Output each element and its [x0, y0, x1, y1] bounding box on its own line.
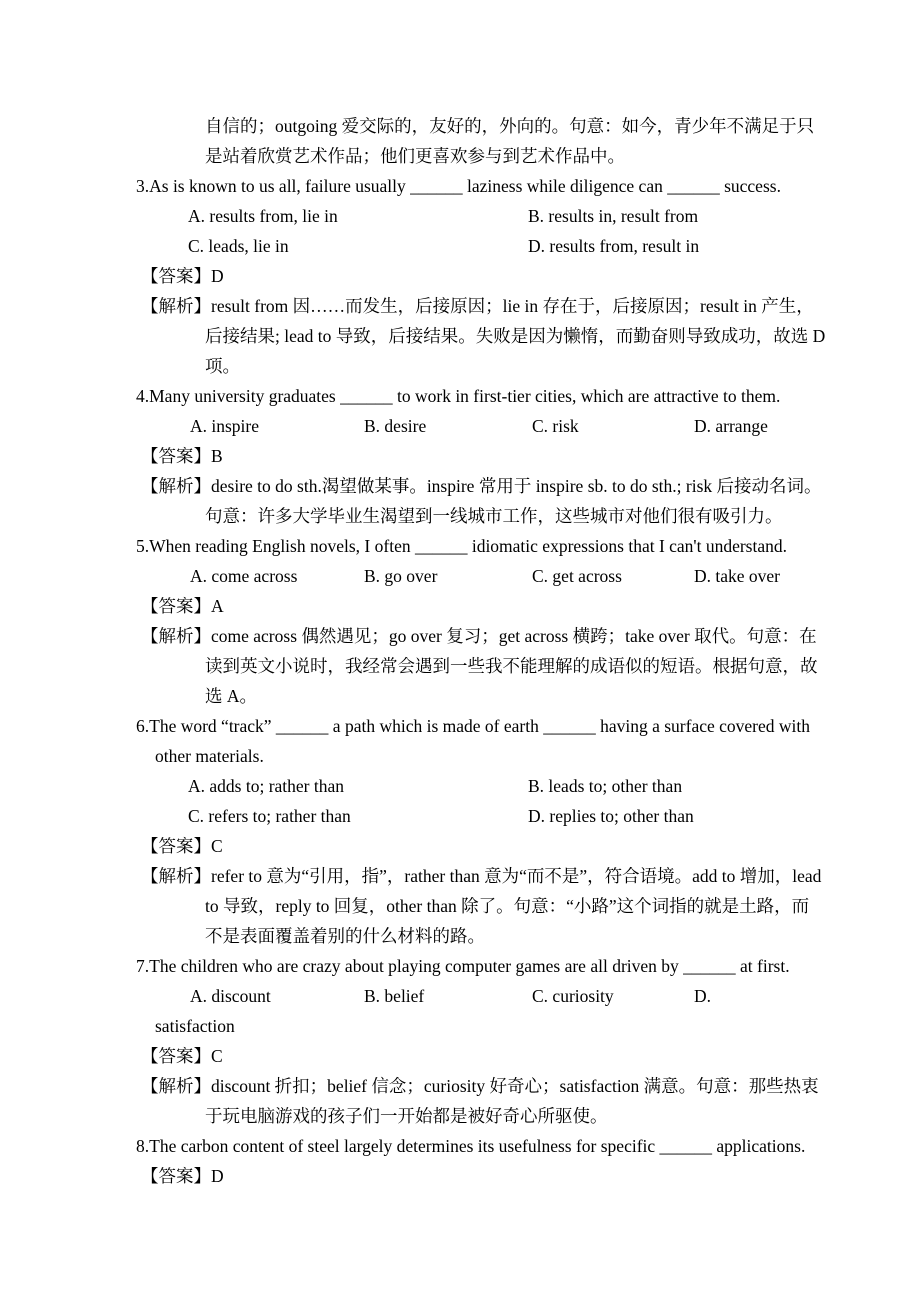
option-cell-a: A. come across: [190, 566, 298, 586]
analysis-continuation-line: 自信的；outgoing 爱交际的，友好的，外向的。句意：如今，青少年不满足于只: [205, 116, 815, 136]
options-row: [0, 981, 920, 1011]
option-cell-c: C. curiosity: [532, 986, 614, 1006]
analysis-continuation-line: 项。: [205, 356, 240, 376]
option-cell-d: D. arrange: [694, 416, 768, 436]
option-cell-c: C. leads, lie in: [188, 236, 289, 256]
options-row: [0, 801, 920, 831]
question-stem: 8.The carbon content of steel largely determines its usefulness for specific ______ applications.: [136, 1136, 806, 1156]
analysis-continuation-line: 于玩电脑游戏的孩子们一开始都是被好奇心所驱使。: [205, 1106, 608, 1126]
option-cell-d: D.: [694, 986, 712, 1006]
analysis-continuation-line: 后接结果; lead to 导致，后接结果。失败是因为懒惰，而勤奋则导致成功，故选 D: [205, 326, 826, 346]
option-cell-c: C. risk: [532, 416, 579, 436]
question-stem: 7.The children who are crazy about playing computer games are all driven by ______ at first.: [136, 956, 790, 976]
analysis-continuation-line: 不是表面覆盖着别的什么材料的路。: [205, 926, 485, 946]
analysis-continuation-line: 读到英文小说时，我经常会遇到一些我不能理解的成语似的短语。根据句意，故: [205, 656, 818, 676]
option-cell-b: B. results in, result from: [528, 206, 699, 226]
option-cell-b: B. go over: [364, 566, 438, 586]
analysis-line: 【解析】result from 因……而发生，后接原因；lie in 存在于，后接原因；result in 产生，: [141, 296, 814, 316]
option-cell-d: D. replies to; other than: [528, 806, 694, 826]
question-stem: 5.When reading English novels, I often ______ idiomatic expressions that I can't understand.: [136, 536, 787, 556]
option-d-wrap-line: satisfaction: [155, 1016, 235, 1036]
analysis-continuation-line: 是站着欣赏艺术作品；他们更喜欢参与到艺术作品中。: [205, 146, 625, 166]
answer-line: 【答案】C: [141, 1046, 223, 1066]
option-cell-b: B. leads to; other than: [528, 776, 683, 796]
option-cell-a: A. adds to; rather than: [188, 776, 344, 796]
question-stem: 4.Many university graduates ______ to work in first-tier cities, which are attractive to them.: [136, 386, 781, 406]
analysis-continuation-line: 选 A。: [205, 686, 258, 706]
options-row: [0, 231, 920, 261]
option-cell-a: A. inspire: [190, 416, 260, 436]
option-cell-b: B. belief: [364, 986, 425, 1006]
question-stem: 3.As is known to us all, failure usually ______ laziness while diligence can ______ success.: [136, 176, 781, 196]
answer-line: 【答案】A: [141, 596, 224, 616]
analysis-line: 【解析】come across 偶然遇见；go over 复习；get across 横跨；take over 取代。句意：在: [141, 626, 817, 646]
answer-line: 【答案】D: [141, 1166, 224, 1186]
analysis-line: 【解析】desire to do sth.渴望做某事。inspire 常用于 inspire sb. to do sth.; risk 后接动名词。: [141, 476, 822, 496]
options-row: [0, 411, 920, 441]
analysis-continuation-line: 句意：许多大学毕业生渴望到一线城市工作，这些城市对他们很有吸引力。: [205, 506, 783, 526]
answer-line: 【答案】D: [141, 266, 224, 286]
answer-line: 【答案】C: [141, 836, 223, 856]
option-cell-b: B. desire: [364, 416, 427, 436]
option-cell-a: A. discount: [190, 986, 271, 1006]
option-cell-d: D. take over: [694, 566, 781, 586]
answer-line: 【答案】B: [141, 446, 223, 466]
analysis-line: 【解析】refer to 意为“引用，指”，rather than 意为“而不是”，符合语境。add to 增加，lead: [141, 866, 822, 886]
option-cell-c: C. refers to; rather than: [188, 806, 351, 826]
options-row: [0, 201, 920, 231]
option-cell-d: D. results from, result in: [528, 236, 700, 256]
question-stem-continuation: other materials.: [155, 746, 264, 766]
options-row: [0, 561, 920, 591]
option-cell-a: A. results from, lie in: [188, 206, 338, 226]
option-cell-c: C. get across: [532, 566, 622, 586]
question-stem: 6.The word “track” ______ a path which is made of earth ______ having a surface covered with: [136, 716, 810, 736]
options-row: [0, 771, 920, 801]
analysis-line: 【解析】discount 折扣；belief 信念；curiosity 好奇心；satisfaction 满意。句意：那些热衷: [141, 1076, 819, 1096]
analysis-continuation-line: to 导致，reply to 回复，other than 除了。句意：“小路”这个词指的就是土路，而: [205, 896, 810, 916]
